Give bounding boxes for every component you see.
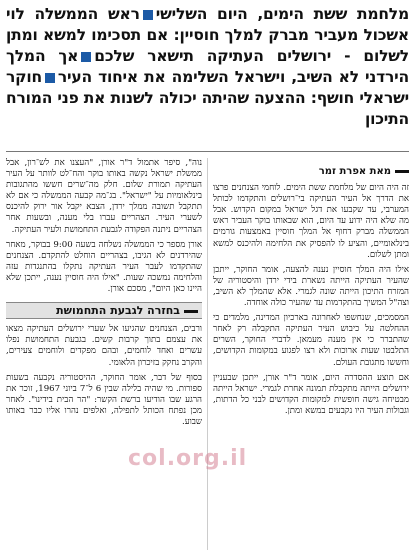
paragraph: המסמכים, שנחשפו לאחרונה בארכיון המדינה, מלמדים כי ההחלטה על כיבוש העיר העתיקה התקבלה רק לאחר שהתברר כי אין מענה מעמאן. לדברי החוקר, השרים התלבטו שעות ארוכות ולא רצו לפגוע במקומות הקדושים, וחששו מתגובת העולם. bbox=[213, 313, 409, 368]
headline-part-3: אך המלך הירדני לא השיב, וישראל השלימה את איחוד העיר bbox=[6, 47, 409, 86]
article-column-left bbox=[6, 158, 202, 552]
headline-divider bbox=[6, 151, 409, 152]
article-headline bbox=[6, 4, 409, 130]
paragraph: אילו היה המלך חוסיין נענה להצעה, אומר החוקר, ייתכן שהעיר העתיקה הייתה נשארת בידי ירדן והיסטוריה של המזרח התיכון הייתה שונה לגמרי. אלא שהמלך לא השיב, וצה"ל המשיך בהתקדמות עד שהעיר כולה אוחדה. bbox=[213, 264, 409, 309]
paragraph: ורבים, הצנחנים שהגיעו אל שערי ירושלים העתיקה מצאו את עצמם בתוך קרבות קשים. בגבעת התחמושת נפלו עשרים ואחד לוחמים, ובהם מפקדים ולוחמים צעירים, והקרב נחקק בזיכרון הלאומי. bbox=[6, 324, 202, 368]
headline-part-4: חוקר ישראלי חושף: ההצעה שהיתה יכולה לשנות את פני המורח התיכון bbox=[6, 68, 409, 128]
headline-separator-icon bbox=[143, 10, 153, 20]
paragraph: אורן מספר כי הממשלה נשלחה בשעה 9:00 בבוקר, מאחר שהירדנים לא הגיבו, בצהריים הוחלט להתקדם. הצנחנים שהתקדמו לעבר העיר העתיקה נתקלו בהתנגדות עזה והלחימה נמשכה שעות. "אילו היה חוסיין נענה, ייתכן שלא היינו כאן היום", מסכם אורן. bbox=[6, 239, 202, 295]
paragraph: אם תוצע ההסדרה היום, אומר ד"ר אורן, ייתכן שבעניין ירושלים הייתה מתקבלת תמונה אחרת לגמרי. ישראל הייתה מבטיחה גישה חופשית למקומות הקדושים לבני כל הדתות, וגבולות העיר היו נקבעים במשא ומתן. bbox=[213, 372, 409, 416]
column-divider bbox=[207, 158, 208, 550]
article-column-right bbox=[213, 158, 409, 552]
byline: מאת אפרת זמר bbox=[213, 166, 409, 177]
paragraph: בסוף של דבר, אומר החוקר, ההיסטוריה נקבעה בשעות ספורות. מי שהיה בלילה שבין 6 ל־7 ביוני 1967, זוכר את הרגע שבו הודיעו ברשת הקשר: "הר הבית בידינו". לאחר מכן נפתח הכותל לתפילה, ואלפים נהרו אליו כבר באותו שבוע. bbox=[6, 372, 202, 427]
headline-separator-icon bbox=[45, 73, 55, 83]
headline-part-1: מלחמת ששת הימים, היום השלישי bbox=[155, 5, 409, 23]
section-subheading: בחזרה לגבעת התחמושת bbox=[6, 302, 202, 319]
paragraph: זה היה היום של מלחמת ששת הימים. לוחמי הצנחנים פרצו את הדרך אל העיר העתיקה בי־רושלים והתקדמו לכותל המערבי, עד שקבעו את דגל ישראל במקום הקדוש. אבל מה שלא היה ידוע עד היום, הוא שבאותו בוקר העביר ראש הממשלה מברק דחוף אל המלך חוסיין באמצעות גורמים בינלאומיים, והציע לו להפסיק את הלחימה ולהיכנס למשא ומתן לשלום. bbox=[213, 183, 409, 260]
headline-part-2: ראש הממשלה לוי אשכול מעביר מברק למלך חוסיין: אם תסכימו למשא ומתן לשלום - ירושלים העתיקה תישאר שלכם bbox=[6, 5, 409, 65]
headline-separator-icon bbox=[81, 52, 91, 62]
paragraph: נוה", סיפר אתמול ד"ר אורן, "העצנו את לש־רון, אבל ממשלת ישראל נקשה באותו בוקר והח־לט לוותר על העיר העתיקה תמורת שלום. חלק מה־שרים חששו מהתגובות בינלאומיות על "ישראל". בג־מה קבעה הממשלה כי אם לא תתקבל תשובה ממלך ירדן, הצבא יקבל אור ירוק להיכנס לשערי העיר. הצהריים עברו בלי מענה, ובשעות אחר הצהריים ניתנה הפקודה לגבעת התחמושת ולעיר העתיקה. bbox=[6, 158, 202, 235]
watermark-logo: col.org.il bbox=[128, 446, 248, 471]
